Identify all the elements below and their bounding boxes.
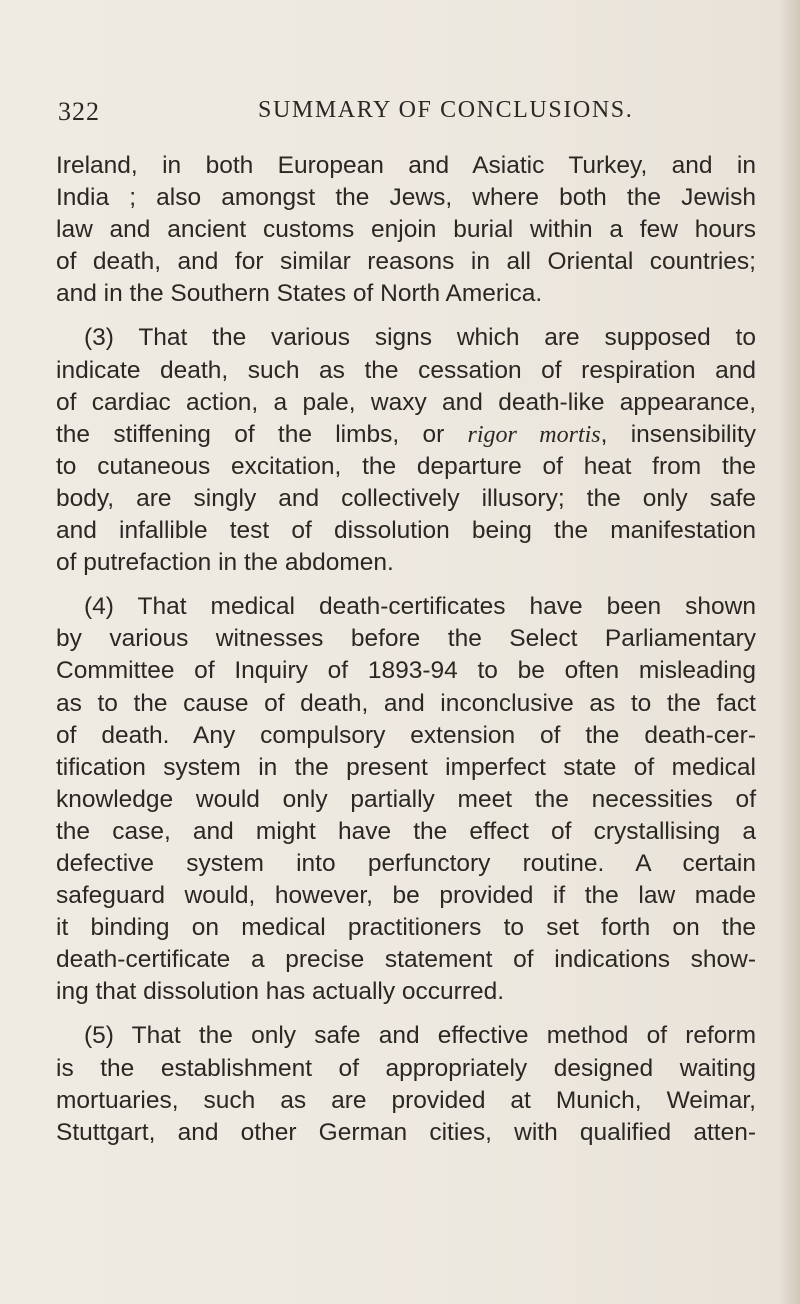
text-fragment: , insensibility — [600, 420, 756, 448]
text-line: (3) That the various signs which are supposed to — [84, 324, 756, 352]
text-line: of putrefaction in the abdomen. — [56, 549, 394, 577]
text-line: of death, and for similar reasons in all Oriental countries; — [56, 248, 756, 276]
paragraph-4 — [56, 591, 756, 1008]
text-line: tification system in the present imperfect state of medical — [56, 753, 756, 781]
text-line: by various witnesses before the Select Parliamentary — [56, 625, 756, 653]
text-line: as to the cause of death, and inconclusive as to the fact — [56, 689, 756, 717]
page-edge-shadow — [778, 0, 800, 1304]
italic-phrase: rigor mortis — [467, 421, 601, 448]
page-number: 322 — [58, 97, 100, 126]
text-line: defective system into perfunctory routine. A certain — [56, 849, 756, 877]
text-line: of cardiac action, a pale, waxy and death-like appearance, — [56, 388, 756, 416]
text-line: ing that dissolution has actually occurred. — [56, 978, 505, 1006]
text-line: India ; also amongst the Jews, where both the Jewish — [56, 184, 756, 212]
paragraph-continuation — [56, 150, 756, 310]
text-line: is the establishment of appropriately designed waiting — [56, 1054, 756, 1082]
text-line-with-italic — [56, 419, 756, 451]
body-text — [56, 150, 756, 1149]
text-line: (4) That medical death-certificates have been shown — [84, 593, 756, 621]
text-line: (5) That the only safe and effective method of reform — [84, 1022, 756, 1050]
text-line: of death. Any compulsory extension of the death-cer- — [56, 721, 756, 749]
text-line: body, are singly and collectively illusory; the only safe — [56, 484, 756, 512]
text-line: Ireland, in both European and Asiatic Turkey, and in — [56, 152, 756, 179]
text-line: death-certificate a precise statement of indications show- — [56, 946, 756, 974]
text-line: knowledge would only partially meet the necessities of — [56, 785, 756, 813]
running-head: SUMMARY OF CONCLUSIONS. — [258, 97, 634, 123]
text-line: and infallible test of dissolution being the manifestation — [56, 517, 756, 545]
text-fragment: the stiffening of the limbs, or — [56, 420, 468, 448]
text-line: it binding on medical practitioners to set forth on the — [56, 914, 756, 942]
text-line: Committee of Inquiry of 1893-94 to be often misleading — [56, 657, 756, 685]
text-line: to cutaneous excitation, the departure of heat from the — [56, 452, 756, 480]
text-line: law and ancient customs enjoin burial within a few hours — [56, 216, 756, 244]
paragraph-3 — [56, 322, 756, 579]
text-line: and in the Southern States of North America. — [56, 280, 543, 308]
paragraph-5 — [56, 1020, 756, 1148]
page-header — [0, 97, 800, 131]
text-line: indicate death, such as the cessation of respiration and — [56, 356, 756, 384]
text-line: Stuttgart, and other German cities, with qualified atten- — [56, 1118, 756, 1146]
text-line: safeguard would, however, be provided if the law made — [56, 882, 756, 910]
text-line: the case, and might have the effect of crystallising a — [56, 817, 756, 845]
text-line: mortuaries, such as are provided at Munich, Weimar, — [56, 1086, 756, 1114]
